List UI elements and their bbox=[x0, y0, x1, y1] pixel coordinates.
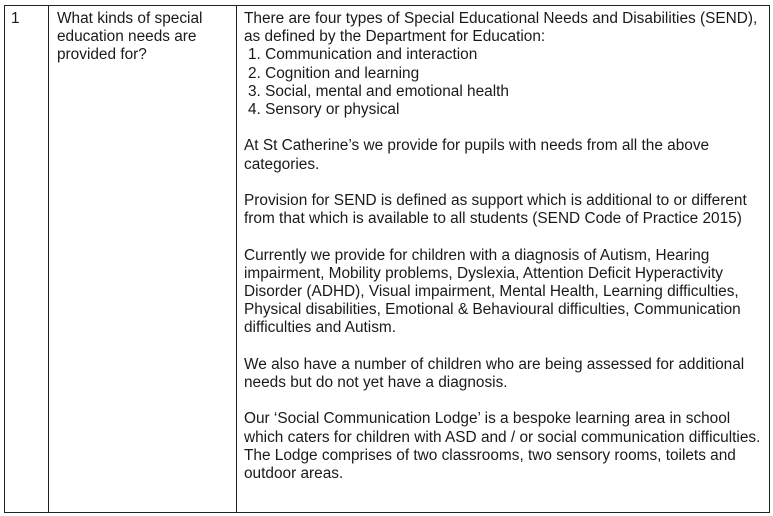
column-divider bbox=[236, 6, 237, 512]
column-divider bbox=[48, 6, 49, 512]
send-info-table bbox=[4, 5, 770, 513]
send-intro-paragraph: There are four types of Special Educational Needs and Disabilities (SEND), as defined by the Department for Education: bbox=[244, 10, 758, 46]
provision-statement-paragraph: At St Catherine’s we provide for pupils with needs from all the above categories. bbox=[244, 137, 710, 173]
row-number: 1 bbox=[11, 10, 20, 27]
current-provision-paragraph: Currently we provide for children with a diagnosis of Autism, Hearing impairment, Mobility problems, Dyslexia, Attention Deficit Hyperactivity Disorder (ADHD), Visual impairment, Mental Health, Learning difficulties, Physical disabilities, Emotional & Behavioural difficulties, Communication difficulties and Autism. bbox=[244, 246, 741, 337]
lodge-paragraph: Our ‘Social Communication Lodge’ is a bespoke learning area in school which caters for children with ASD and / or social communication difficulties. The Lodge comprises of two classrooms, two sensory rooms, toilets and outdoor areas. bbox=[244, 410, 761, 482]
answer-cell bbox=[244, 10, 762, 483]
assessment-paragraph: We also have a number of children who are being assessed for additional needs but do not yet have a diagnosis. bbox=[244, 355, 745, 391]
category-item: 4. Sensory or physical bbox=[248, 101, 400, 119]
category-item: 1. Communication and interaction bbox=[248, 46, 478, 64]
send-definition-paragraph: Provision for SEND is defined as support which is additional to or different from that which is available to all students (SEND Code of Practice 2015) bbox=[244, 192, 747, 228]
question-text: What kinds of special education needs are provided for? bbox=[57, 10, 203, 64]
category-item: 2. Cognition and learning bbox=[248, 64, 420, 82]
category-item: 3. Social, mental and emotional health bbox=[248, 82, 509, 100]
send-categories-list bbox=[244, 46, 762, 119]
